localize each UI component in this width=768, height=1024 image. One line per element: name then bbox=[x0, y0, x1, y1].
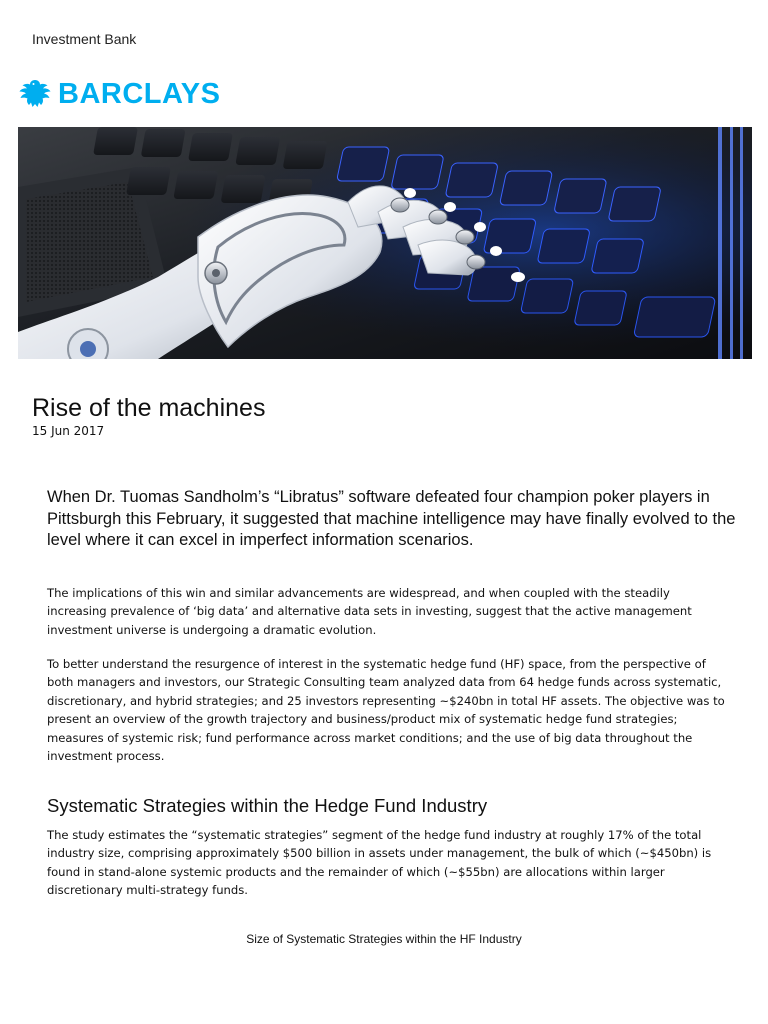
article-title: Rise of the machines bbox=[32, 394, 266, 422]
figure-caption: Size of Systematic Strategies within the HF Industry bbox=[246, 932, 522, 946]
section-heading: Systematic Strategies within the Hedge Fund Industry bbox=[47, 795, 488, 816]
robot-hand-keyboard-image bbox=[18, 127, 752, 359]
brand-name: BARCLAYS bbox=[58, 77, 221, 110]
brand-logo[interactable] bbox=[18, 76, 220, 112]
eagle-icon bbox=[18, 77, 52, 111]
article-date: 15 Jun 2017 bbox=[32, 424, 105, 438]
article-paragraph: The implications of this win and similar advancements are widespread, and when coupled with the steadily increasing prevalence of ‘big data’ and alternative data sets in investing, suggest that the active management investment universe is undergoing a dramatic evolution. bbox=[47, 586, 692, 637]
header-label: Investment Bank bbox=[32, 31, 137, 47]
article-paragraph: To better understand the resurgence of interest in the systematic hedge fund (HF) space, from the perspective of both managers and investors, our Strategic Consulting team analyzed data from 64 hedge funds across systematic, discretionary, and hybrid strategies; and 25 investors representing ~$240bn in total HF assets. The objective was to present an overview of the growth trajectory and business/product mix of systematic hedge fund strategies; measures of systemic risk; fund performance across market conditions; and the use of big data throughout the investment process. bbox=[47, 657, 725, 764]
article-lead: When Dr. Tuomas Sandholm’s “Libratus” software defeated four champion poker players in Pittsburgh this February, it suggested that machine intelligence may have finally evolved to the level where it can excel in imperfect information scenarios. bbox=[47, 488, 736, 549]
hero-image bbox=[18, 127, 752, 359]
section-body: The study estimates the “systematic strategies” segment of the hedge fund industry at roughly 17% of the total industry size, comprising approximately $500 billion in assets under management, the bulk of which (~$450bn) is found in stand-alone systemic products and the remainder of which (~$55bn) are allocations within larger discretionary multi-strategy funds. bbox=[47, 828, 712, 898]
